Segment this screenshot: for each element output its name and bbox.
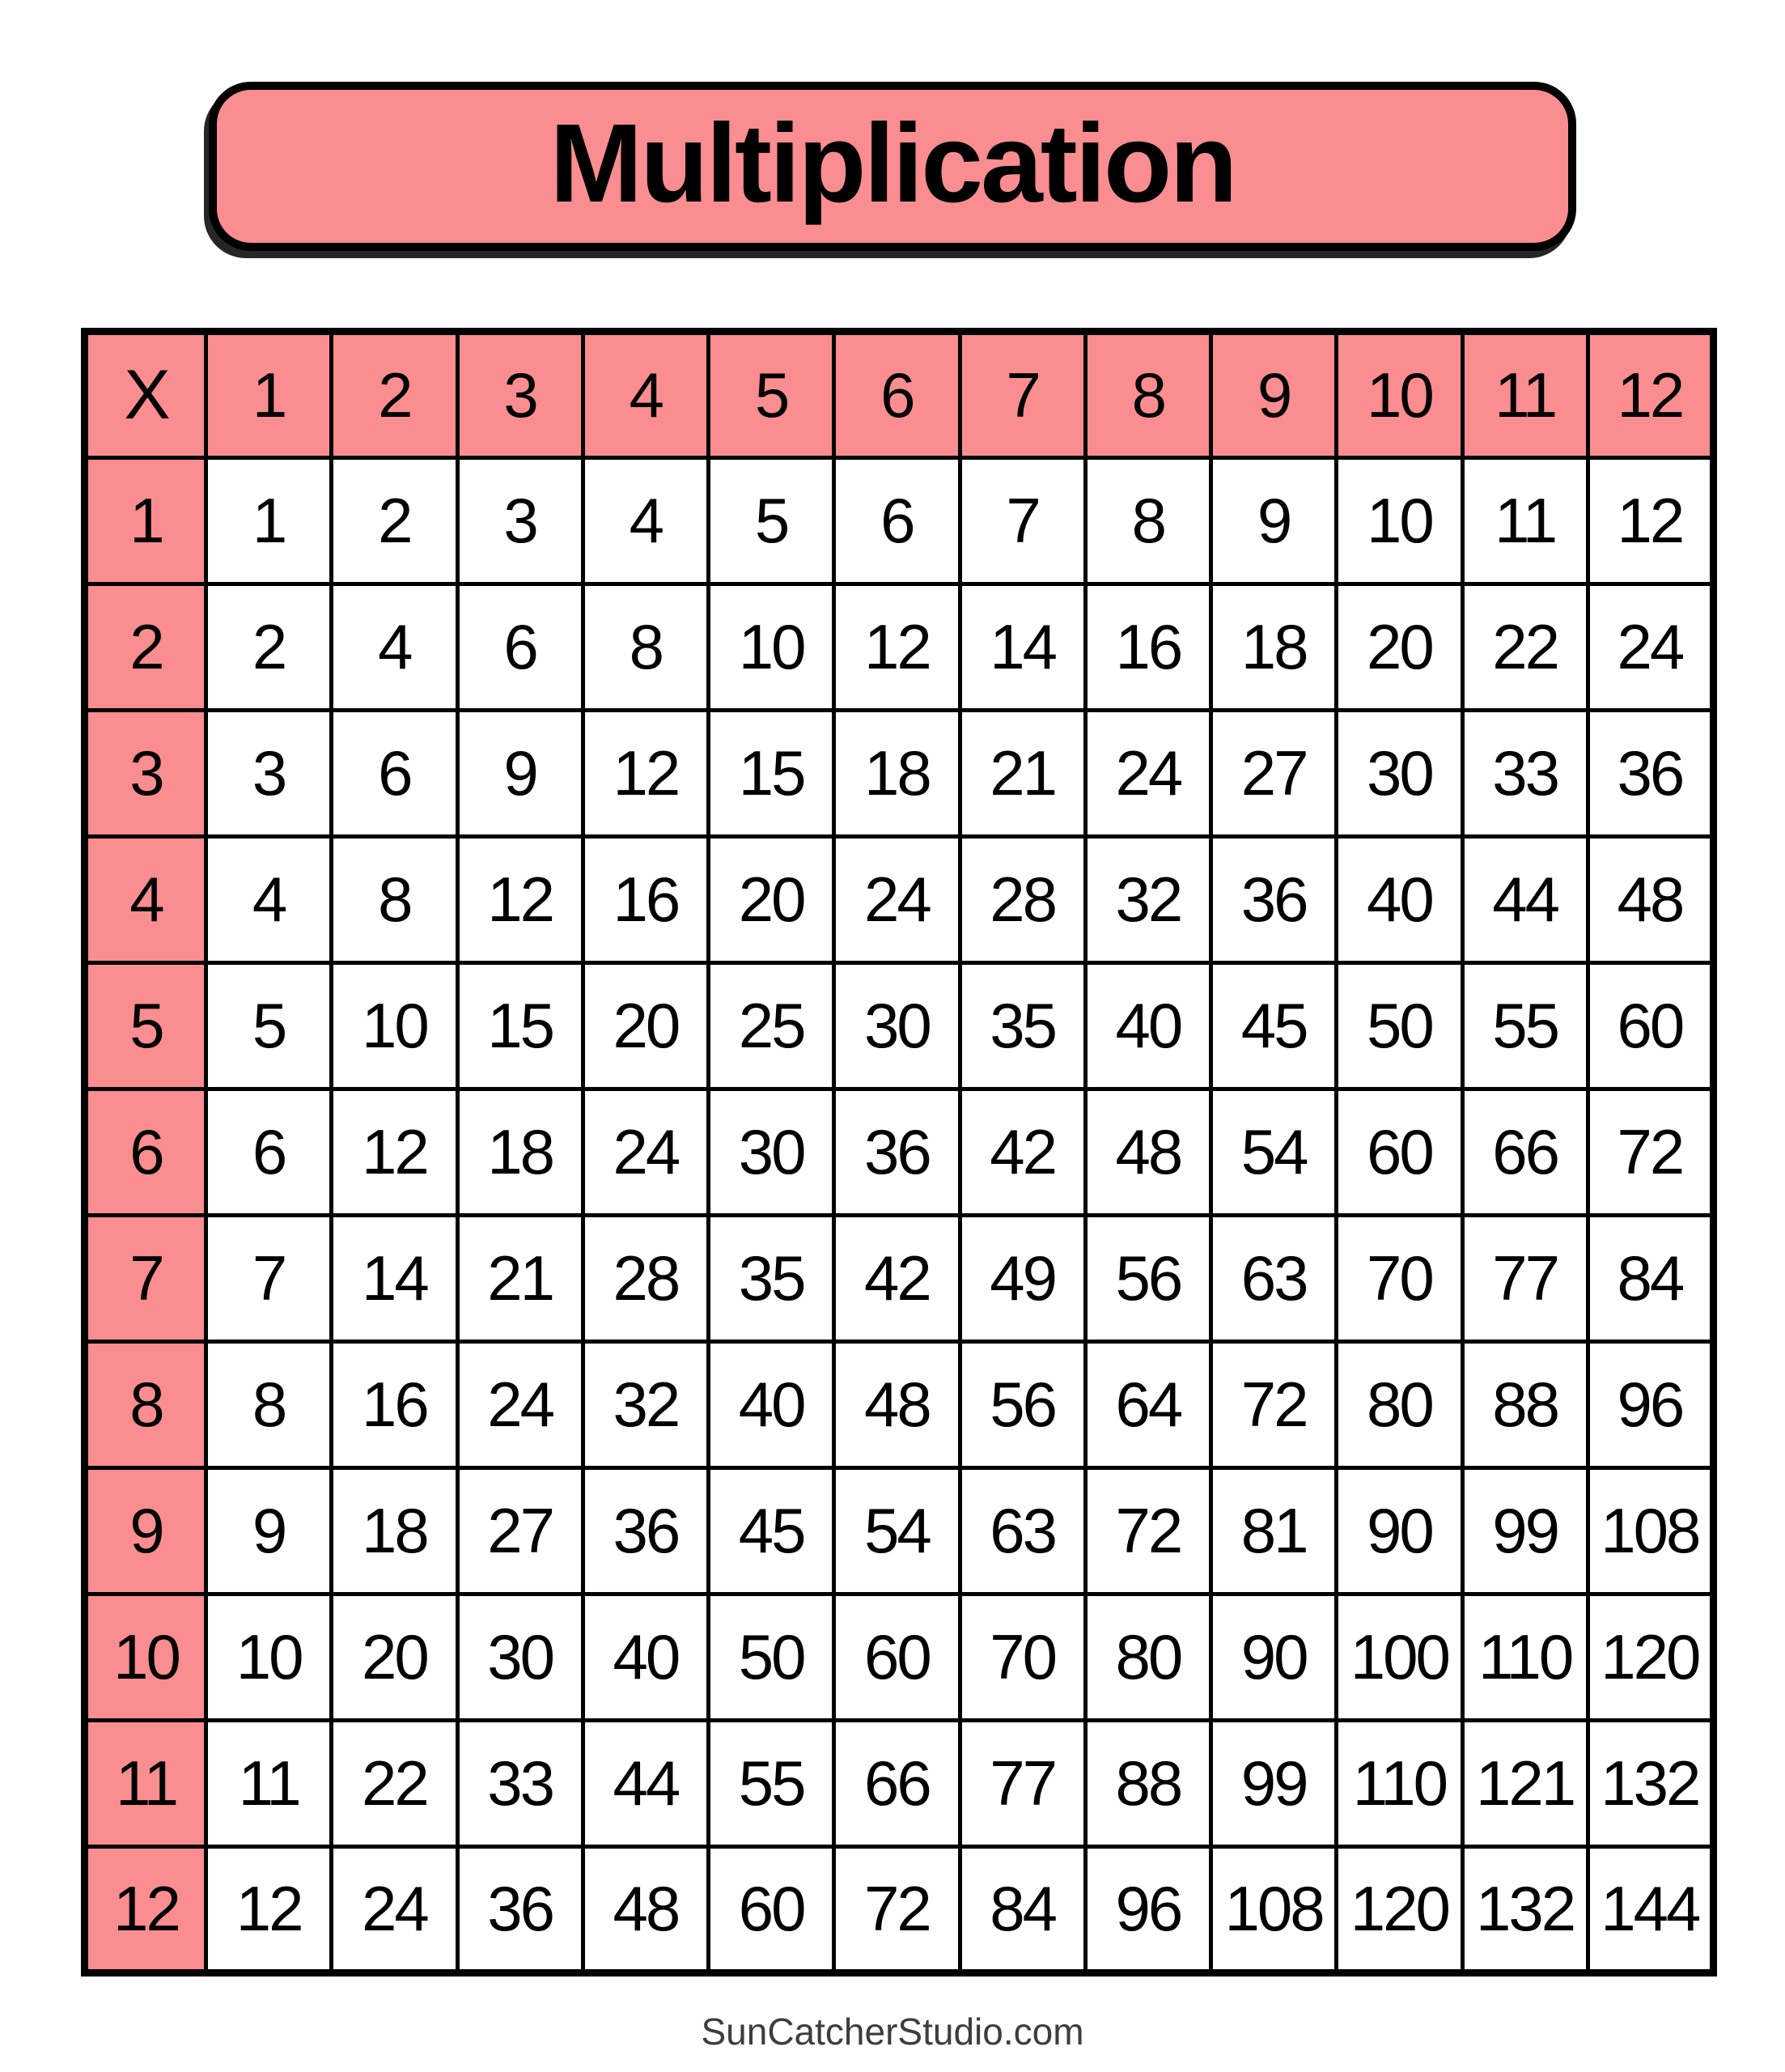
table-cell: 16 xyxy=(332,1342,457,1468)
table-cell: 50 xyxy=(1337,963,1462,1089)
table-cell: 12 xyxy=(1588,458,1713,584)
table-cell: 27 xyxy=(457,1468,583,1594)
table-cell: 70 xyxy=(960,1594,1085,1721)
table-cell: 3 xyxy=(206,711,332,837)
table-cell: 30 xyxy=(834,963,960,1089)
table-cell: 6 xyxy=(834,458,960,584)
table-row xyxy=(85,458,1714,584)
table-cell: 40 xyxy=(709,1342,834,1468)
column-header-cell: 5 xyxy=(709,332,834,458)
table-cell: 15 xyxy=(709,711,834,837)
table-row xyxy=(85,711,1714,837)
table-cell: 48 xyxy=(583,1847,708,1973)
table-cell: 55 xyxy=(709,1721,834,1847)
column-header-cell: 4 xyxy=(583,332,708,458)
table-cell: 50 xyxy=(709,1594,834,1721)
table-cell: 36 xyxy=(1211,837,1337,963)
table-cell: 88 xyxy=(1462,1342,1588,1468)
table-cell: 40 xyxy=(583,1594,708,1721)
table-cell: 66 xyxy=(1462,1089,1588,1216)
table-cell: 60 xyxy=(834,1594,960,1721)
table-cell: 96 xyxy=(1085,1847,1210,1973)
row-header-cell: 6 xyxy=(85,1089,206,1216)
row-header-cell: 3 xyxy=(85,711,206,837)
row-header-cell: 12 xyxy=(85,1847,206,1973)
table-cell: 16 xyxy=(583,837,708,963)
table-cell: 9 xyxy=(206,1468,332,1594)
table-cell: 8 xyxy=(206,1342,332,1468)
table-cell: 32 xyxy=(583,1342,708,1468)
table-cell: 9 xyxy=(1211,458,1337,584)
table-cell: 108 xyxy=(1211,1847,1337,1973)
table-cell: 16 xyxy=(1085,584,1210,711)
table-cell: 15 xyxy=(457,963,583,1089)
table-row xyxy=(85,1342,1714,1468)
table-cell: 64 xyxy=(1085,1342,1210,1468)
corner-cell: X xyxy=(85,332,206,458)
table-cell: 49 xyxy=(960,1216,1085,1342)
table-cell: 132 xyxy=(1588,1721,1713,1847)
table-cell: 121 xyxy=(1462,1721,1588,1847)
table-cell: 12 xyxy=(457,837,583,963)
table-cell: 63 xyxy=(960,1468,1085,1594)
table-cell: 132 xyxy=(1462,1847,1588,1973)
table-cell: 90 xyxy=(1211,1594,1337,1721)
table-cell: 55 xyxy=(1462,963,1588,1089)
table-cell: 8 xyxy=(583,584,708,711)
table-cell: 30 xyxy=(457,1594,583,1721)
column-header-cell: 8 xyxy=(1085,332,1210,458)
table-cell: 6 xyxy=(457,584,583,711)
table-cell: 33 xyxy=(1462,711,1588,837)
table-cell: 44 xyxy=(583,1721,708,1847)
row-header-cell: 10 xyxy=(85,1594,206,1721)
table-cell: 24 xyxy=(332,1847,457,1973)
table-row xyxy=(85,837,1714,963)
table-row xyxy=(85,1721,1714,1847)
table-cell: 32 xyxy=(1085,837,1210,963)
table-cell: 27 xyxy=(1211,711,1337,837)
table-cell: 30 xyxy=(1337,711,1462,837)
table-cell: 9 xyxy=(457,711,583,837)
table-cell: 45 xyxy=(1211,963,1337,1089)
table-cell: 96 xyxy=(1588,1342,1713,1468)
table-cell: 11 xyxy=(206,1721,332,1847)
table-cell: 35 xyxy=(709,1216,834,1342)
table-cell: 12 xyxy=(834,584,960,711)
table-cell: 1 xyxy=(206,458,332,584)
row-header-cell: 5 xyxy=(85,963,206,1089)
table-cell: 10 xyxy=(206,1594,332,1721)
column-header-cell: 11 xyxy=(1462,332,1588,458)
table-cell: 8 xyxy=(1085,458,1210,584)
table-cell: 33 xyxy=(457,1721,583,1847)
table-cell: 56 xyxy=(960,1342,1085,1468)
table-row xyxy=(85,1468,1714,1594)
table-cell: 14 xyxy=(332,1216,457,1342)
row-header-cell: 4 xyxy=(85,837,206,963)
table-cell: 20 xyxy=(583,963,708,1089)
table-cell: 11 xyxy=(1462,458,1588,584)
table-cell: 20 xyxy=(332,1594,457,1721)
row-header-cell: 11 xyxy=(85,1721,206,1847)
table-cell: 18 xyxy=(834,711,960,837)
row-header-cell: 9 xyxy=(85,1468,206,1594)
column-header-cell: 6 xyxy=(834,332,960,458)
table-cell: 60 xyxy=(709,1847,834,1973)
table-cell: 48 xyxy=(1085,1089,1210,1216)
table-cell: 12 xyxy=(583,711,708,837)
table-cell: 14 xyxy=(960,584,1085,711)
table-cell: 42 xyxy=(834,1216,960,1342)
title-banner xyxy=(209,82,1576,251)
table-cell: 44 xyxy=(1462,837,1588,963)
table-cell: 70 xyxy=(1337,1216,1462,1342)
table-cell: 40 xyxy=(1085,963,1210,1089)
table-cell: 80 xyxy=(1085,1594,1210,1721)
table-cell: 4 xyxy=(583,458,708,584)
table-cell: 4 xyxy=(332,584,457,711)
table-cell: 5 xyxy=(709,458,834,584)
table-cell: 110 xyxy=(1462,1594,1588,1721)
table-cell: 22 xyxy=(332,1721,457,1847)
table-cell: 60 xyxy=(1588,963,1713,1089)
table-cell: 72 xyxy=(834,1847,960,1973)
table-row xyxy=(85,963,1714,1089)
table-cell: 88 xyxy=(1085,1721,1210,1847)
table-cell: 8 xyxy=(332,837,457,963)
table-cell: 18 xyxy=(457,1089,583,1216)
column-header-cell: 10 xyxy=(1337,332,1462,458)
table-cell: 5 xyxy=(206,963,332,1089)
table-cell: 2 xyxy=(206,584,332,711)
table-row xyxy=(85,1594,1714,1721)
table-row xyxy=(85,584,1714,711)
table-cell: 4 xyxy=(206,837,332,963)
table-cell: 24 xyxy=(457,1342,583,1468)
column-header-cell: 12 xyxy=(1588,332,1713,458)
table-cell: 36 xyxy=(834,1089,960,1216)
footer-credit: SunCatcherStudio.com xyxy=(701,2010,1084,2053)
table-cell: 12 xyxy=(206,1847,332,1973)
table-cell: 6 xyxy=(332,711,457,837)
row-header-cell: 2 xyxy=(85,584,206,711)
table-cell: 77 xyxy=(960,1721,1085,1847)
column-header-row xyxy=(85,332,1714,458)
column-header-cell: 3 xyxy=(457,332,583,458)
table-cell: 6 xyxy=(206,1089,332,1216)
table-cell: 7 xyxy=(960,458,1085,584)
table-cell: 56 xyxy=(1085,1216,1210,1342)
table-cell: 10 xyxy=(332,963,457,1089)
table-cell: 54 xyxy=(1211,1089,1337,1216)
table-cell: 30 xyxy=(709,1089,834,1216)
table-cell: 81 xyxy=(1211,1468,1337,1594)
table-cell: 20 xyxy=(1337,584,1462,711)
table-head xyxy=(85,332,1714,458)
table-cell: 24 xyxy=(834,837,960,963)
table-cell: 36 xyxy=(457,1847,583,1973)
table-cell: 72 xyxy=(1211,1342,1337,1468)
table-cell: 66 xyxy=(834,1721,960,1847)
table-cell: 24 xyxy=(1085,711,1210,837)
table-cell: 36 xyxy=(1588,711,1713,837)
table-cell: 120 xyxy=(1337,1847,1462,1973)
table-cell: 108 xyxy=(1588,1468,1713,1594)
table-cell: 35 xyxy=(960,963,1085,1089)
table-cell: 120 xyxy=(1588,1594,1713,1721)
table-cell: 21 xyxy=(457,1216,583,1342)
table-cell: 77 xyxy=(1462,1216,1588,1342)
table-cell: 60 xyxy=(1337,1089,1462,1216)
table-cell: 84 xyxy=(960,1847,1085,1973)
table-cell: 24 xyxy=(583,1089,708,1216)
table-cell: 28 xyxy=(960,837,1085,963)
table-cell: 48 xyxy=(834,1342,960,1468)
table-cell: 12 xyxy=(332,1089,457,1216)
table-row xyxy=(85,1089,1714,1216)
table-row xyxy=(85,1216,1714,1342)
table-cell: 90 xyxy=(1337,1468,1462,1594)
table-cell: 80 xyxy=(1337,1342,1462,1468)
table-body xyxy=(85,458,1714,1973)
table-row xyxy=(85,1847,1714,1973)
column-header-cell: 9 xyxy=(1211,332,1337,458)
table-cell: 20 xyxy=(709,837,834,963)
table-cell: 99 xyxy=(1462,1468,1588,1594)
table-cell: 45 xyxy=(709,1468,834,1594)
column-header-cell: 2 xyxy=(332,332,457,458)
column-header-cell: 7 xyxy=(960,332,1085,458)
row-header-cell: 1 xyxy=(85,458,206,584)
table-cell: 7 xyxy=(206,1216,332,1342)
row-header-cell: 7 xyxy=(85,1216,206,1342)
table-cell: 3 xyxy=(457,458,583,584)
table-cell: 40 xyxy=(1337,837,1462,963)
page-title: Multiplication xyxy=(549,100,1236,226)
table-cell: 72 xyxy=(1588,1089,1713,1216)
table-cell: 21 xyxy=(960,711,1085,837)
table-cell: 144 xyxy=(1588,1847,1713,1973)
table-cell: 28 xyxy=(583,1216,708,1342)
table-cell: 25 xyxy=(709,963,834,1089)
table-cell: 18 xyxy=(332,1468,457,1594)
table-cell: 110 xyxy=(1337,1721,1462,1847)
table-cell: 10 xyxy=(709,584,834,711)
table-cell: 36 xyxy=(583,1468,708,1594)
table-cell: 54 xyxy=(834,1468,960,1594)
table-cell: 99 xyxy=(1211,1721,1337,1847)
table-cell: 24 xyxy=(1588,584,1713,711)
table-cell: 18 xyxy=(1211,584,1337,711)
table-cell: 63 xyxy=(1211,1216,1337,1342)
table-cell: 48 xyxy=(1588,837,1713,963)
table-cell: 10 xyxy=(1337,458,1462,584)
table-cell: 42 xyxy=(960,1089,1085,1216)
table-cell: 72 xyxy=(1085,1468,1210,1594)
multiplication-table xyxy=(81,328,1717,1976)
table-cell: 22 xyxy=(1462,584,1588,711)
table-cell: 100 xyxy=(1337,1594,1462,1721)
column-header-cell: 1 xyxy=(206,332,332,458)
table-cell: 2 xyxy=(332,458,457,584)
table-cell: 84 xyxy=(1588,1216,1713,1342)
row-header-cell: 8 xyxy=(85,1342,206,1468)
